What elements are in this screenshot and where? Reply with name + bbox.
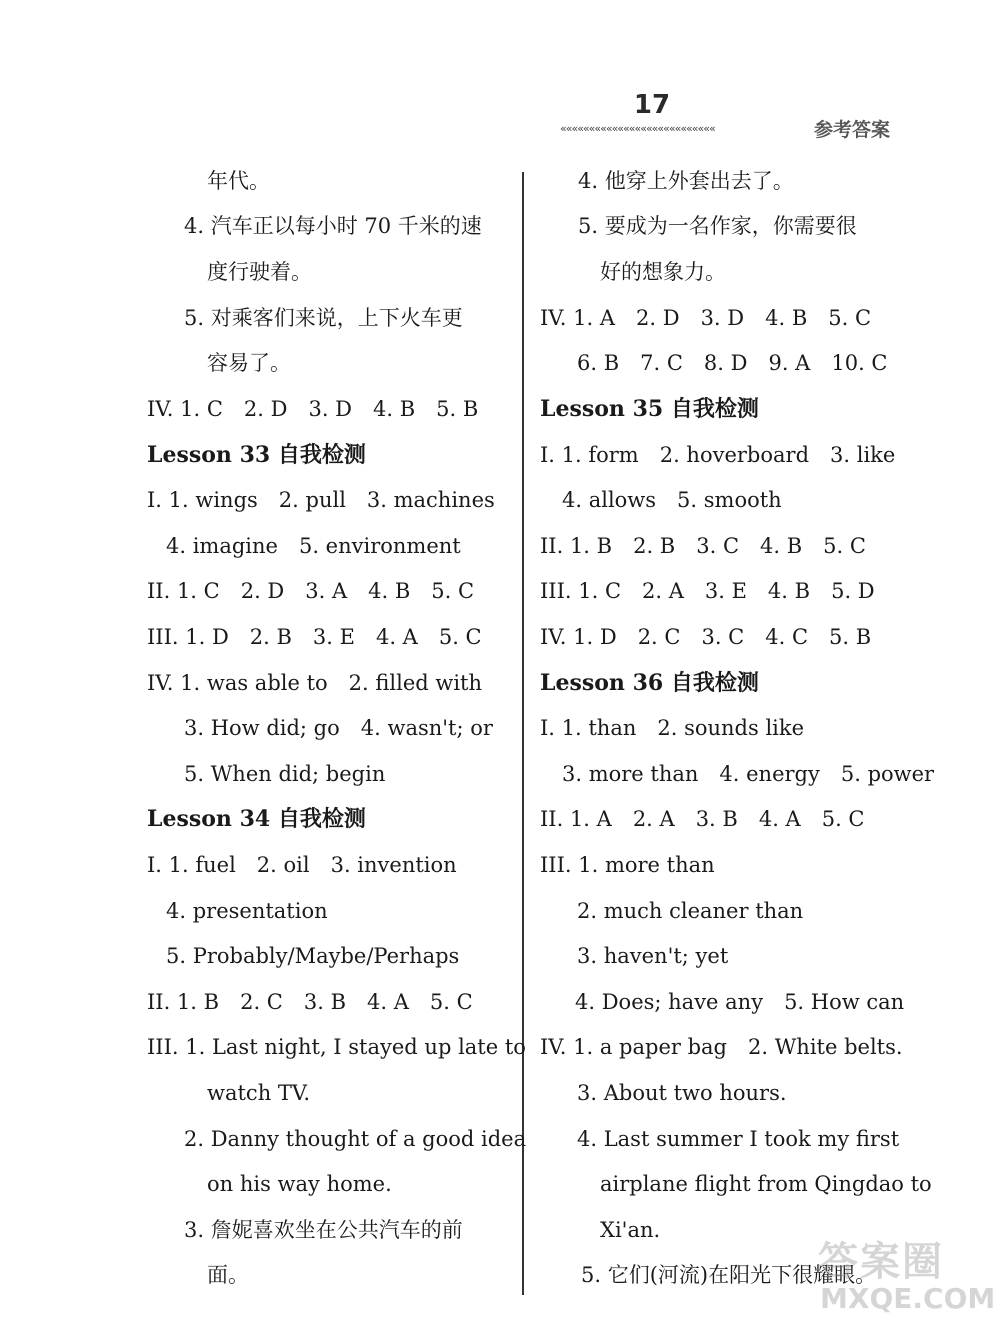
answer-line: 容易了。 [207,351,291,375]
answer-line: III. 1. more than [540,853,715,877]
answer-line: II. 1. A 2. A 3. B 4. A 5. C [540,807,865,831]
answer-line: III. 1. D 2. B 3. E 4. A 5. C [147,625,482,649]
answer-line: 5. 它们(河流)在阳光下很耀眼。 [581,1263,877,1287]
answer-line: IV. 1. a paper bag 2. White belts. [540,1035,903,1059]
answer-line: on his way home. [207,1172,392,1196]
answer-line: 4. Does; have any 5. How can [575,990,905,1014]
section-label: 参考答案 [814,119,891,141]
answer-line: 2. Danny thought of a good idea [184,1127,527,1151]
lesson-heading: Lesson 36 自我检测 [540,670,759,696]
answer-line: 3. How did; go 4. wasn't; or [184,716,493,740]
answer-line: 面。 [207,1263,249,1287]
answer-line: 5. When did; begin [184,762,386,786]
watermark-url: MXQE.COM [820,1282,996,1315]
answer-line: I. 1. than 2. sounds like [540,716,805,740]
answer-line: I. 1. wings 2. pull 3. machines [147,488,495,512]
answer-line: 年代。 [207,169,270,193]
lesson-heading: Lesson 34 自我检测 [147,806,366,832]
watermark [818,1230,996,1320]
answer-line: 5. 对乘客们来说，上下火车更 [184,306,463,330]
answer-line: II. 1. B 2. B 3. C 4. B 5. C [540,534,866,558]
answer-line: I. 1. form 2. hoverboard 3. like [540,443,896,467]
answer-line: IV. 1. A 2. D 3. D 4. B 5. C [540,306,872,330]
answer-line: IV. 1. C 2. D 3. D 4. B 5. B [147,397,479,421]
answer-line: 5. Probably/Maybe/Perhaps [166,944,460,968]
answer-line: 3. more than 4. energy 5. power [562,762,935,786]
answer-line: IV. 1. D 2. C 3. C 4. C 5. B [540,625,872,649]
answer-line: 6. B 7. C 8. D 9. A 10. C [577,351,888,375]
answer-line: 4. allows 5. smooth [562,488,782,512]
answer-line: III. 1. C 2. A 3. E 4. B 5. D [540,579,875,603]
answer-line: 3. haven't; yet [577,944,729,968]
answer-line: II. 1. B 2. C 3. B 4. A 5. C [147,990,473,1014]
answer-line: 4. 他穿上外套出去了。 [578,169,794,193]
answer-line: watch TV. [207,1081,311,1105]
answer-line: I. 1. fuel 2. oil 3. invention [147,853,457,877]
answer-line: IV. 1. was able to 2. filled with [147,671,483,695]
answer-line: Xi'an. [600,1218,661,1242]
answer-line: 4. imagine 5. environment [166,534,461,558]
watermark-logo-text: 答案圈 [818,1239,944,1285]
page-number: 17 [633,90,671,120]
answer-line: 好的想象力。 [600,260,726,284]
answer-line: 4. Last summer I took my first [577,1127,900,1151]
answer-line: III. 1. Last night, I stayed up late to [147,1035,526,1059]
answer-line: 3. About two hours. [577,1081,787,1105]
answer-line: 4. presentation [166,899,328,923]
answer-line: II. 1. C 2. D 3. A 4. B 5. C [147,579,475,603]
lesson-heading: Lesson 33 自我检测 [147,442,366,468]
answer-line: 3. 詹妮喜欢坐在公共汽车的前 [184,1218,463,1242]
answer-line: 4. 汽车正以每小时 70 千米的速 [184,214,482,238]
answer-line: 5. 要成为一名作家，你需要很 [578,214,857,238]
header-ornament: ««««««««««««««««««««««««««« [560,122,715,135]
answer-line: 度行驶着。 [207,260,312,284]
answer-line: 2. much cleaner than [577,899,804,923]
answer-line: airplane flight from Qingdao to [600,1172,932,1196]
lesson-heading: Lesson 35 自我检测 [540,396,759,422]
